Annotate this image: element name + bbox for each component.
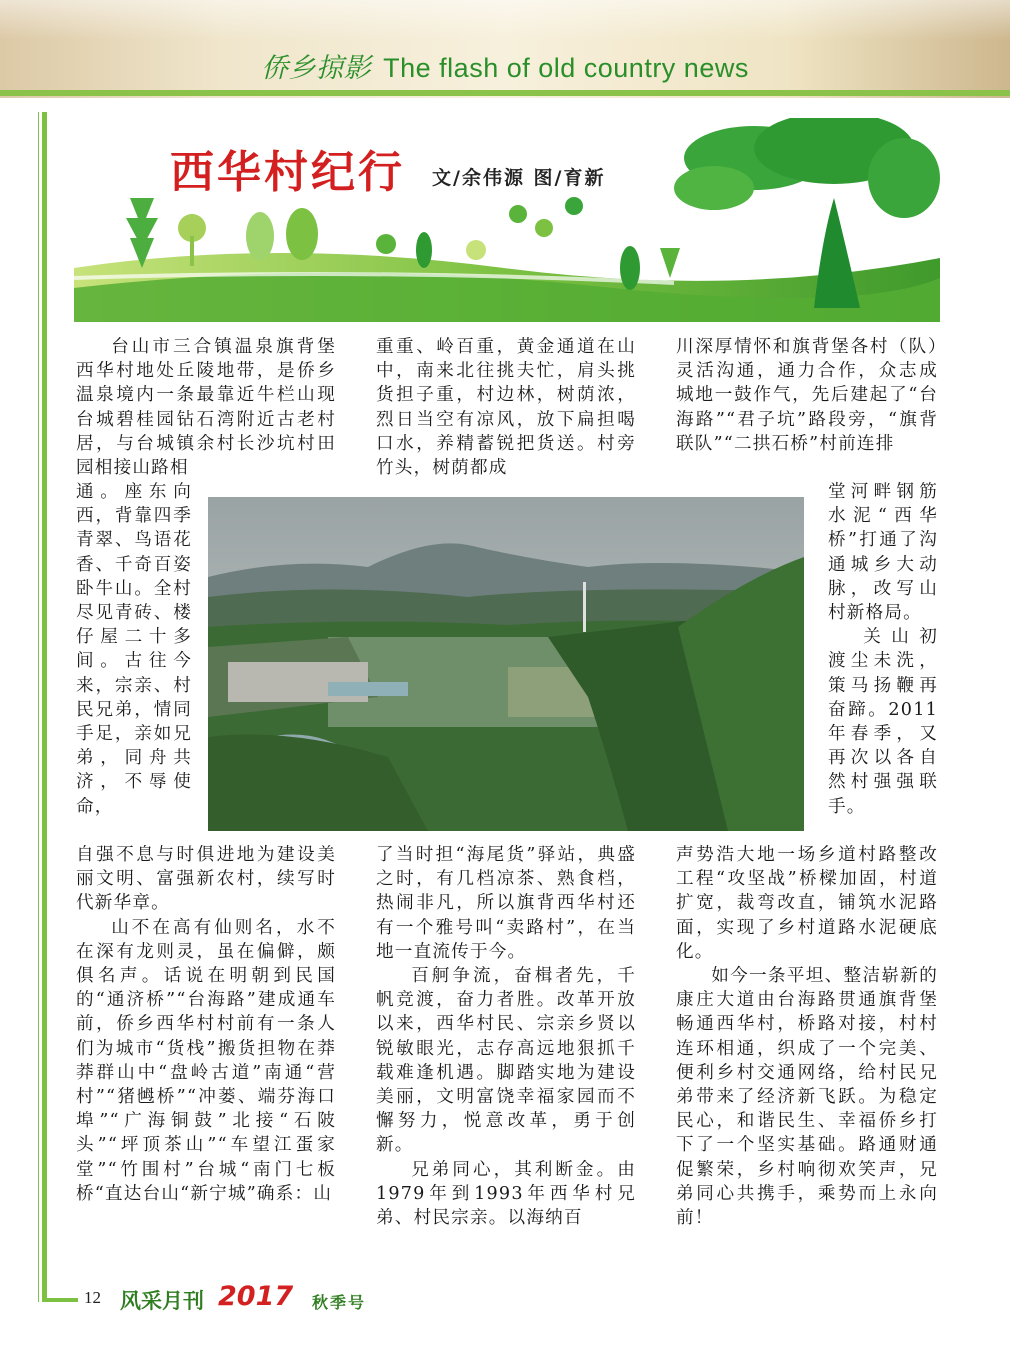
left-decorative-bar: [42, 112, 47, 1302]
article-byline: 文/余伟源 图/育新: [432, 167, 606, 189]
paragraph: 百舸争流，奋楫者先，千帆竞渡，奋力者胜。改革开放以来，西华村民、宗亲乡贤以锐敏眼光，志存高远地狠抓千载难逢机遇。脚踏实地为建设美丽，文明富饶幸福家园而不懈努力，悦意改革，勇于创新。: [376, 966, 636, 1156]
section-header: [0, 46, 1010, 85]
column-1-top: [76, 335, 336, 480]
left-decorative-line: [38, 112, 39, 1302]
village-landscape-photo: [208, 497, 804, 831]
paragraph: 重重、岭百重，黄金通道在山中，南来北往挑夫忙，肩头挑货担子重，村边林，树荫浓，烈日当空有凉风，放下扁担喝口水，养精蓄锐把货送。村旁竹头，树荫都成: [376, 337, 636, 479]
paragraph: 自强不息与时俱进地为建设美丽文明、富强新农村，续写时代新华章。: [76, 845, 336, 914]
header-divider: [0, 90, 1010, 96]
column-1-bottom: [76, 843, 336, 1206]
paragraph: 了当时担“海尾货”驿站，典盛之时，有几档凉茶、熟食档，热闹非凡，所以旗背西华村还有一个雅号叫“卖路村”，在当地一直流传于今。: [376, 845, 636, 962]
article-title: 西华村纪行: [170, 147, 405, 198]
magazine-season: 秋季号: [312, 1293, 367, 1312]
magazine-year: 2017: [218, 1281, 294, 1312]
section-title-cn: 侨乡掠影: [261, 53, 372, 83]
column-1-wrap: [76, 480, 192, 819]
paragraph: 声势浩大地一场乡道村路整改工程“攻坚战”桥樑加固，村道扩宽，裁弯改直，铺筑水泥路面，实现了乡村道路水泥硬底化。: [676, 845, 938, 962]
column-3-wrap: [828, 480, 938, 819]
paragraph: 台山市三合镇温泉旗背堡西华村地处丘陵地带，是侨乡温泉境内一条最靠近牛栏山现台城碧桂园钻石湾附近古老村居，与台城镇余村长沙坑村田园相接山路相: [76, 337, 336, 479]
paragraph: 兄弟同心，其利断金。由1979年到1993年西华村兄弟、村民宗亲。以海纳百: [376, 1159, 636, 1229]
column-3-bottom: [676, 843, 938, 1230]
bottom-decorative-bar: [42, 1298, 78, 1302]
section-title-en: The flash of old country news: [383, 53, 749, 83]
column-3-top: [676, 335, 938, 456]
magazine-name: 风采月刊: [120, 1289, 204, 1313]
paragraph: 如今一条平坦、整洁崭新的康庄大道由台海路贯通旗背堡畅通西华村，桥路对接，村村连环相通，织成了一个完美、便利乡村交通网络，给村民兄弟带来了经济新飞跃。为稳定民心，和谐民生、幸福侨乡打下了一个坚实基础。路通财通促繁荣，乡村响彻欢笑声，兄弟同心共携手，乘势而上永向前！: [676, 966, 938, 1229]
paragraph: 川深厚情怀和旗背堡各村（队）灵活沟通，通力合作，众志成城地一鼓作气，先后建起了“台海路”“君子坑”路段旁，“旗背联队”“二拱石桥”村前连排: [676, 337, 938, 454]
paragraph: 关山初渡尘未洗，策马扬鞭再奋蹄。2011年春季，又再次以各自然村强强联手。: [828, 627, 938, 817]
column-2-top: [376, 335, 636, 480]
column-2-bottom: [376, 843, 636, 1230]
paragraph: 通。座东向西，背靠四季青翠、鸟语花香、千奇百姿卧牛山。全村尽见青砖、楼仔屋二十多间。古往今来，宗亲、村民兄弟，情同手足，亲如兄弟，同舟共济，不辱使命，: [76, 482, 192, 817]
paragraph: 山不在高有仙则名，水不在深有龙则灵，虽在偏僻，颇俱名声。话说在明朝到民国的“通济桥”“台海路”建成通车前，侨乡西华村村前有一条人们为城市“货栈”搬货担物在莽莽群山中“盘岭古道”南通“营村”“猪乸桥”“冲蒌、端芬海口埠”“广海铜鼓”北接“石陂头”“坪顶茶山”“车望江蛋家堂”“竹围村”台城“南门七板桥“直达台山“新宁城”确系：山: [76, 917, 336, 1204]
page-number: 12: [84, 1288, 101, 1307]
paragraph: 堂河畔钢筋水泥“西华桥”打通了沟通城乡大动脉，改写山村新格局。: [828, 482, 938, 624]
